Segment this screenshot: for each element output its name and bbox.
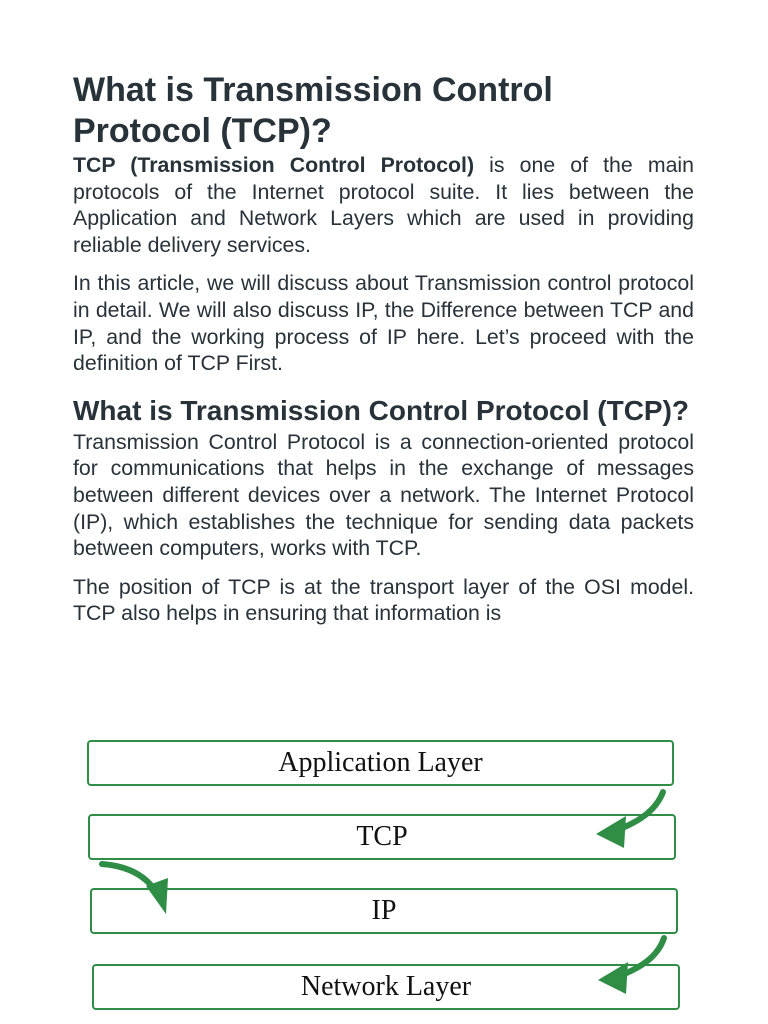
- tcp-layer-diagram: [0, 720, 768, 1024]
- curved-arrow-icon: [596, 792, 663, 848]
- layer-label: IP: [371, 895, 397, 926]
- article: [73, 70, 694, 627]
- section-heading: What is Transmission Control Protocol (TCP)?: [73, 394, 690, 426]
- layer-label: TCP: [356, 821, 408, 852]
- page-title: What is Transmission Control Protocol (TCP)?: [73, 71, 553, 150]
- arrows-layer: [0, 720, 768, 1024]
- section-paragraph-2: The position of TCP is at the transport layer of the OSI model. TCP also helps in ensuring that information is: [73, 574, 694, 626]
- curved-arrow-icon: [598, 938, 664, 994]
- curved-arrow-icon: [102, 864, 168, 914]
- section-paragraph-1: Transmission Control Protocol is a connection-oriented protocol for communications that helps in the exchange of messages between different devices over a network. The Internet Protocol (IP), which establishes the technique for sending data packets between computers, works with TCP.: [73, 429, 694, 561]
- intro-bold-term: TCP (Transmission Control Protocol): [73, 153, 475, 177]
- layer-label: Application Layer: [278, 747, 483, 778]
- article-paragraph-2: In this article, we will discuss about Transmission control protocol in detail. We will also discuss IP, the Difference between TCP and IP, and the working process of IP here. Let’s proceed with the definition of TCP First.: [73, 271, 694, 376]
- intro-text: is one of the main protocols of the Internet protocol suite. It lies between the Application and Network Layers which are used in providing reliable delivery services.: [73, 153, 694, 257]
- intro-paragraph: [73, 152, 694, 258]
- layer-label: Network Layer: [300, 971, 472, 1002]
